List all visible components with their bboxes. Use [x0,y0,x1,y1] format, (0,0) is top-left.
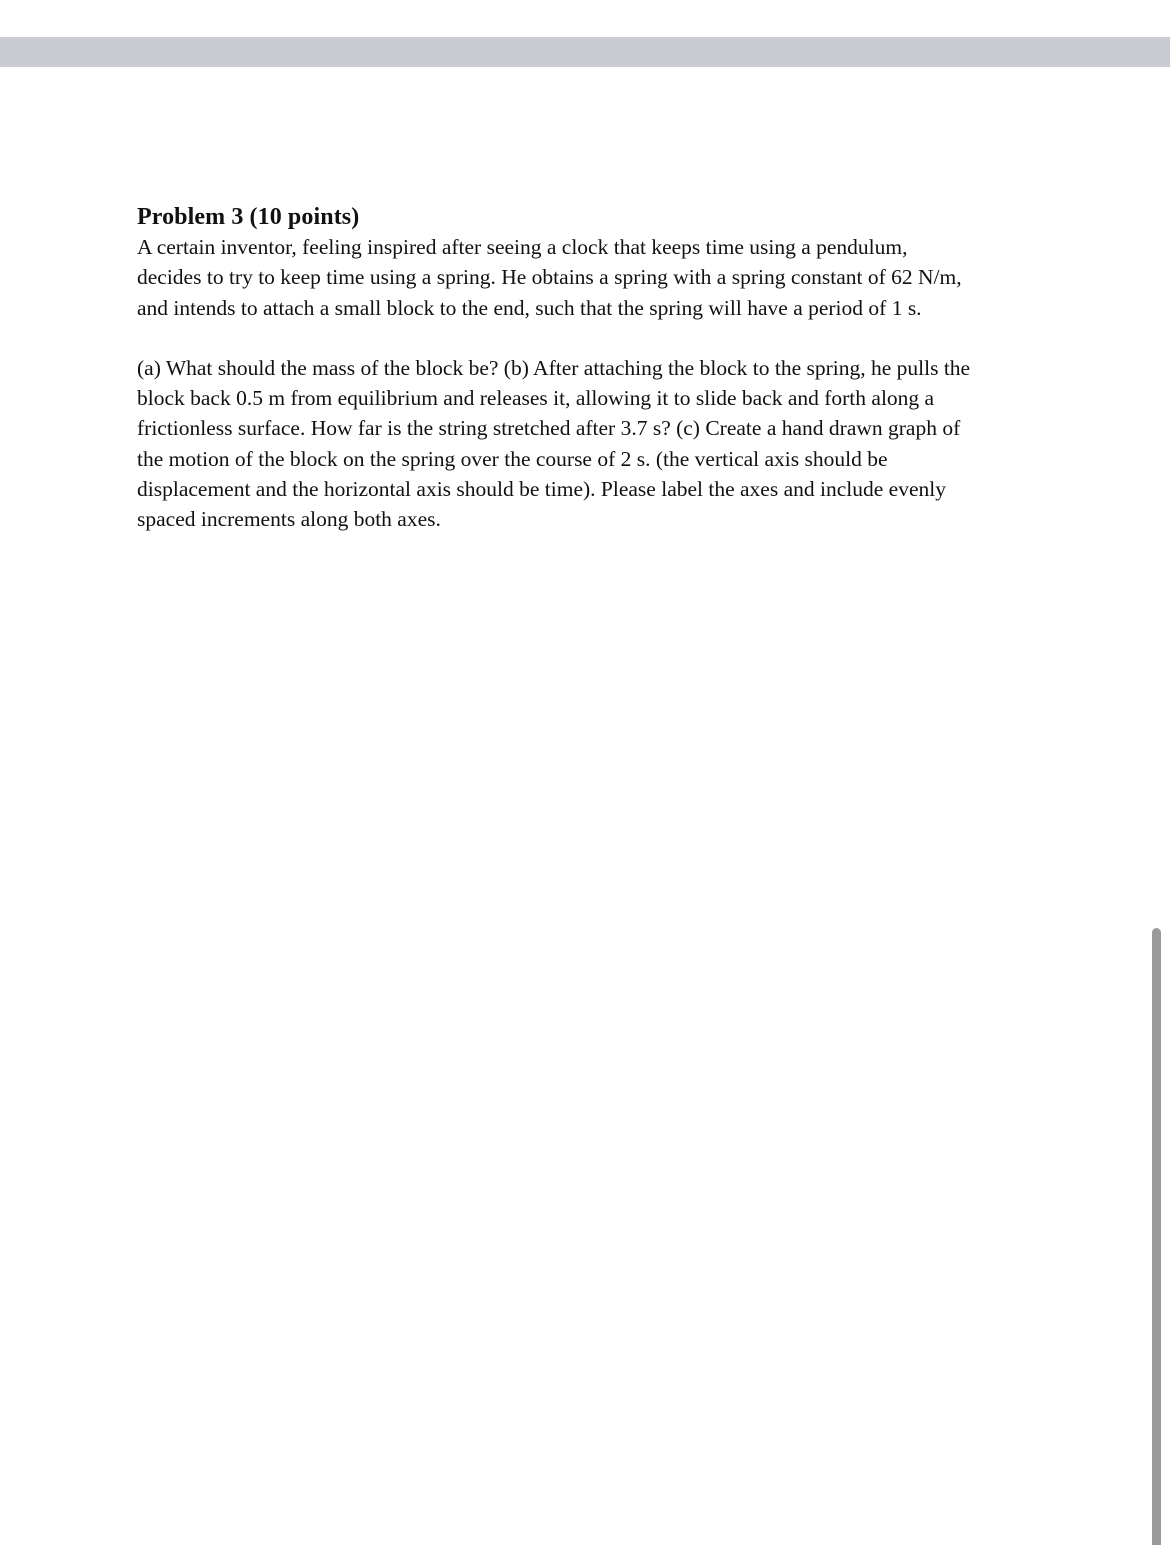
status-bar-area [0,0,1170,37]
question-line: the motion of the block on the spring over the course of 2 s. (the vertical axis should be [137,446,888,471]
intro-line: decides to try to keep time using a spring. He obtains a spring with a spring constant of 62 N/m, [137,265,962,290]
problem-content [137,202,1037,535]
question-line: spaced increments along both axes. [137,507,441,532]
question-line: frictionless surface. How far is the string stretched after 3.7 s? (c) Create a hand drawn graph of [137,416,961,441]
problem-title: Problem 3 (10 points) [137,204,360,230]
scrollbar-thumb[interactable] [1152,928,1161,1545]
viewer-toolbar [0,37,1170,67]
question-line: displacement and the horizontal axis should be time). Please label the axes and include evenly [137,477,946,502]
problem-intro [137,232,1037,323]
question-line: block back 0.5 m from equilibrium and releases it, allowing it to slide back and forth along a [137,386,935,411]
intro-line: A certain inventor, feeling inspired after seeing a clock that keeps time using a pendulum, [137,235,908,259]
question-line: (a) What should the mass of the block be? (b) After attaching the block to the spring, he pulls the [137,355,971,380]
problem-questions [137,353,1037,535]
intro-line: and intends to attach a small block to the end, such that the spring will have a period of 1 s. [137,295,922,320]
paragraph-gap [137,323,1037,353]
document-page [0,67,1150,1545]
